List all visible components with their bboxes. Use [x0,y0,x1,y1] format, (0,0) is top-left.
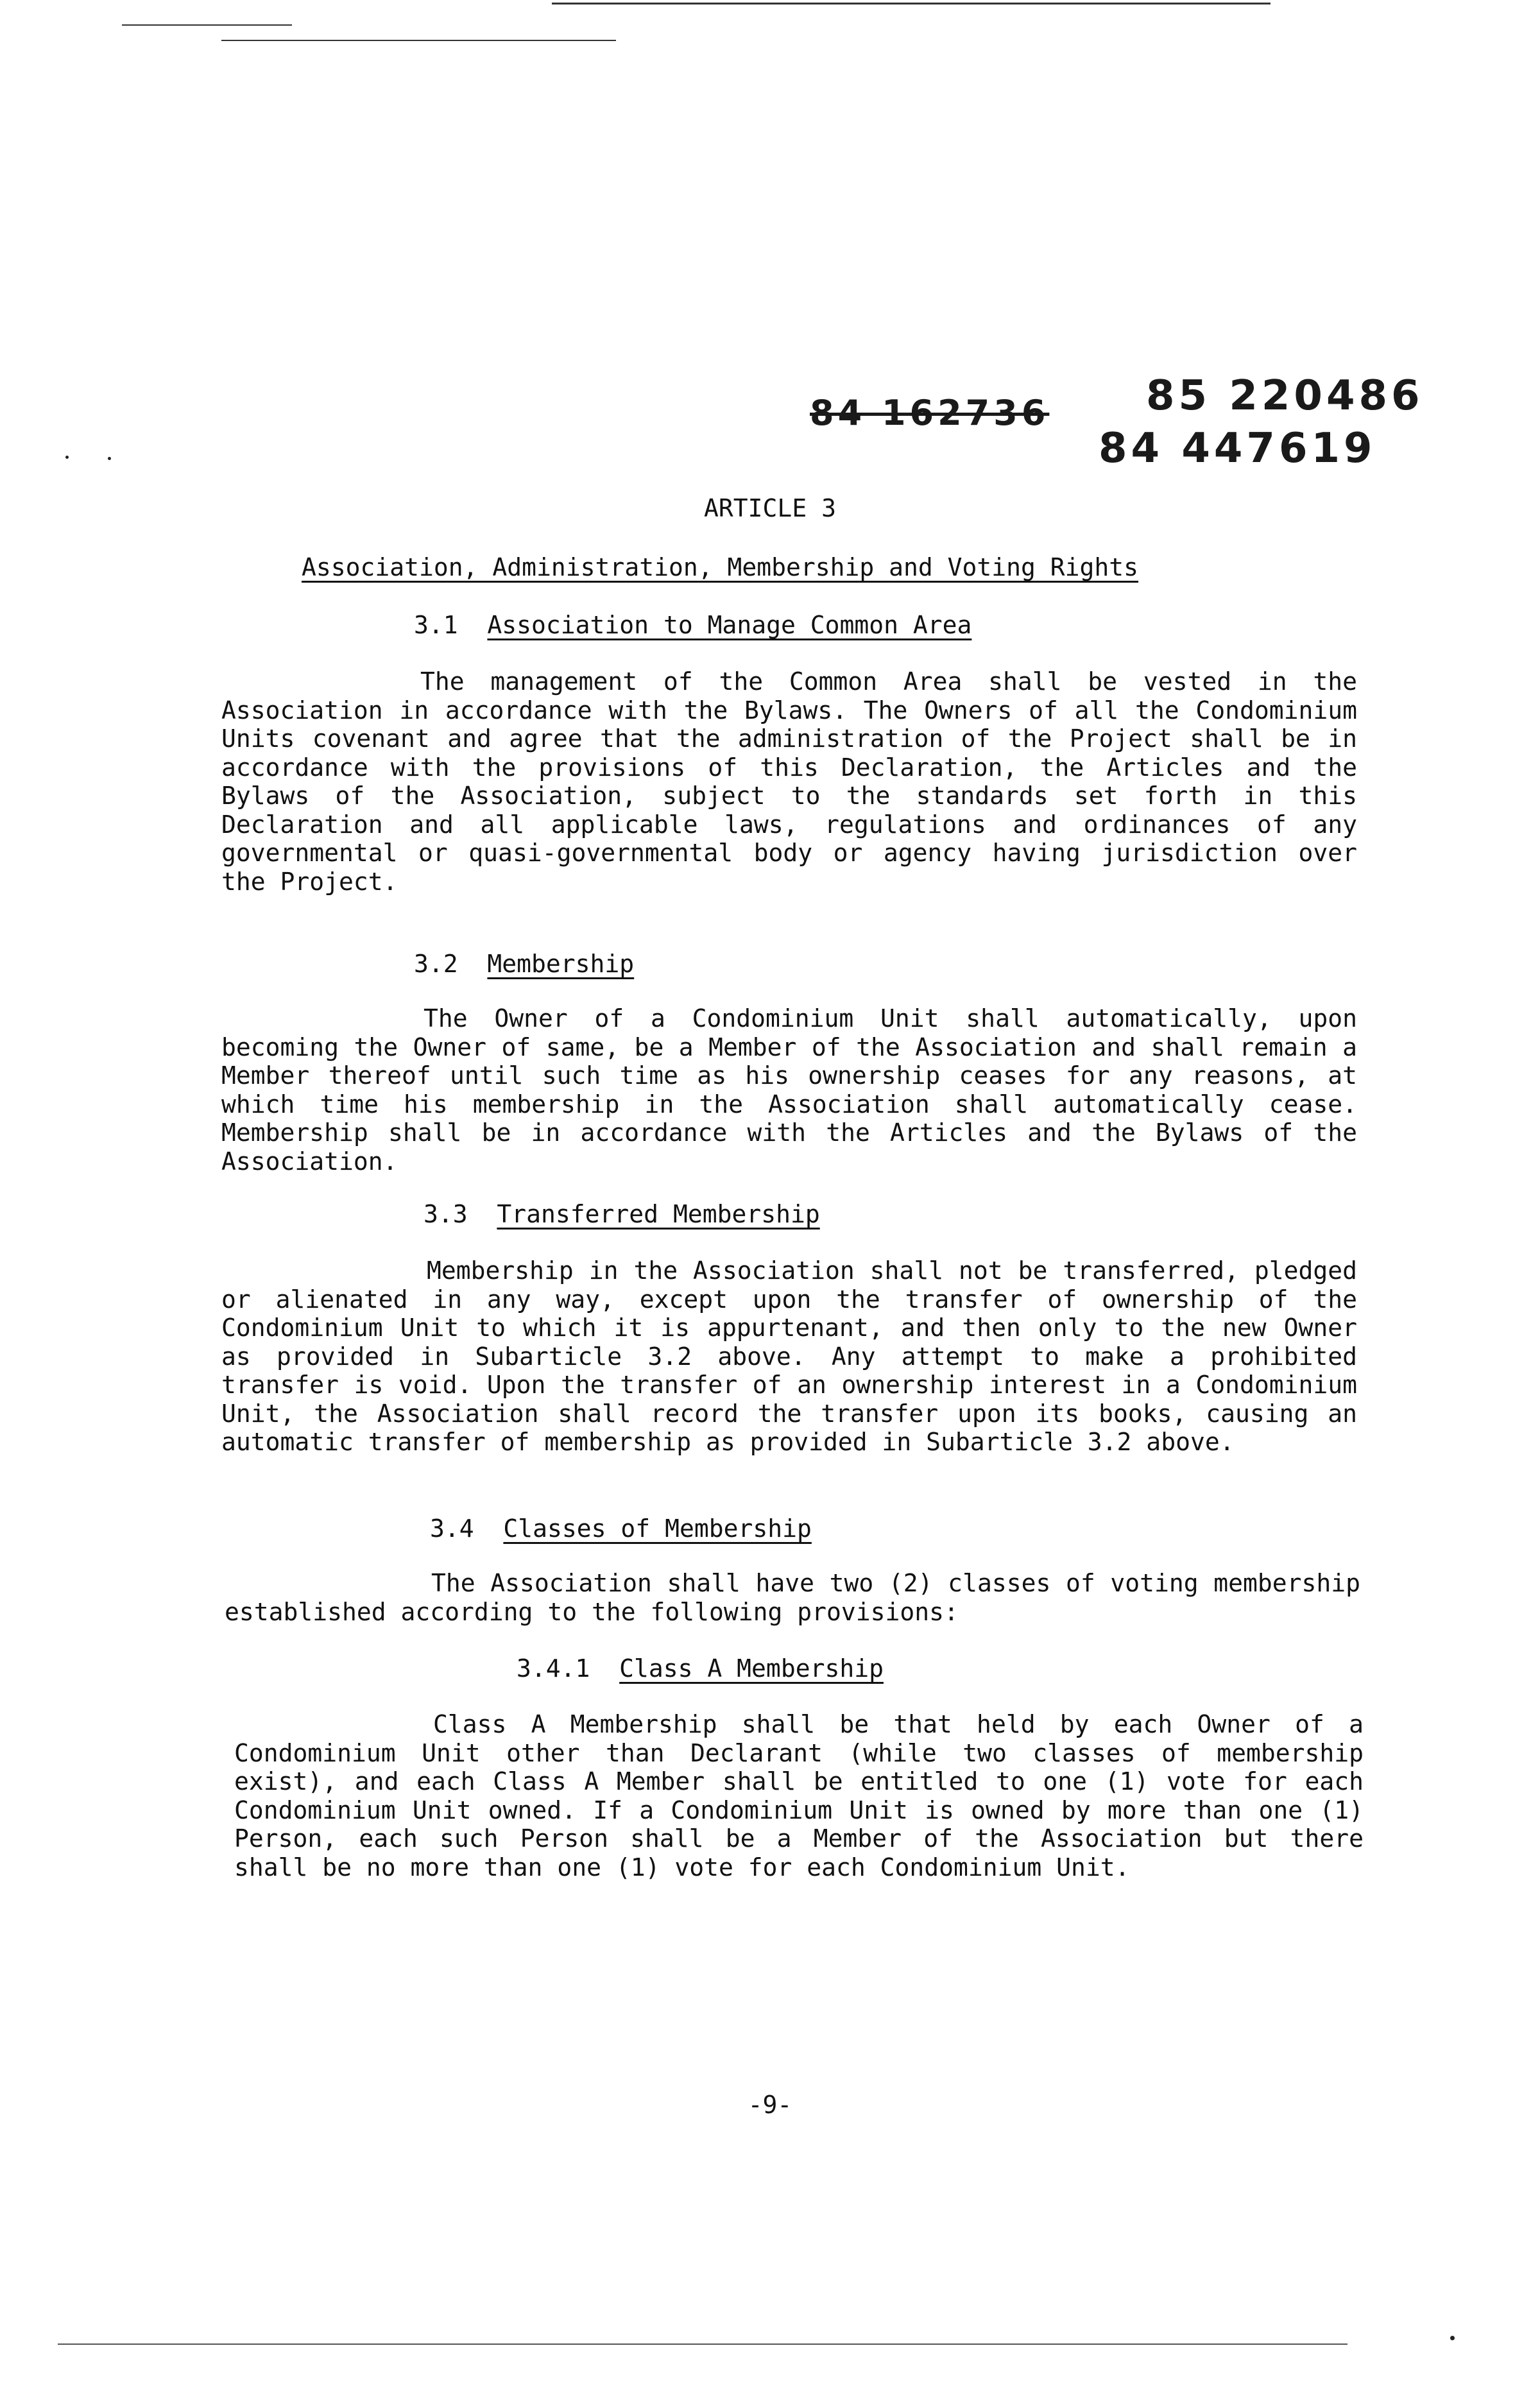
scan-line [221,40,616,41]
struck-recording-number: 84 162736 [810,393,1050,433]
section-number: 3.2 [414,950,458,978]
scan-speck [108,457,111,460]
scan-speck [65,456,69,459]
section-heading-3-2 [414,950,634,978]
section-body-3-1: The management of the Common Area shall be vested in the Association in accordance with the Bylaws. The Owners of all the Condominium Units covenant and agree that the administration of the Project shall be in accordance with the provisions of this Declaration, the Articles and the Bylaws of the Association, subject to the standards set forth in this Declaration and all applicable laws, regulations and ordinances of any governmental or quasi-governmental body or agency having jurisdiction over the Project. [221,667,1357,896]
section-number: 3.1 [414,611,458,639]
article-title-text: Association, Administration, Membership and Voting Rights [302,553,1139,581]
recording-number-1: 85 220486 [1146,372,1424,420]
article-heading: ARTICLE 3 [704,494,836,522]
scan-line [552,3,1270,4]
section-heading-3-4 [430,1514,812,1543]
scan-speck [1450,2336,1455,2340]
section-heading-3-3 [424,1200,820,1228]
section-body-3-3: Membership in the Association shall not be transferred, pledged or alienated in any way, except upon the transfer of ownership of the Condominium Unit to which it is appurtenant, and then only to the new Owner as provided in Subarticle 3.2 above. Any attempt to make a prohibited transfer is void. Upon the transfer of an ownership interest in a Condominium Unit, the Association shall record the transfer upon its books, causing an automatic transfer of membership as provided in Subarticle 3.2 above. [221,1256,1357,1456]
section-body-3-4: The Association shall have two (2) classes of voting membership established according to the following provisions: [225,1569,1360,1626]
section-number: 3.3 [424,1200,468,1228]
section-number: 3.4.1 [517,1654,590,1683]
section-body-3-2: The Owner of a Condominium Unit shall automatically, upon becoming the Owner of same, be a Member of the Association and shall remain a Member thereof until such time as his ownership ceases for any reasons, at which time his membership in the Association shall automatically cease. Membership shall be in accordance with the Articles and the Bylaws of the Association. [221,1004,1357,1176]
section-title: Transferred Membership [497,1200,820,1228]
recording-number-2: 84 447619 [1099,425,1376,472]
article-title [302,553,1138,581]
scan-line [122,24,292,26]
section-title: Classes of Membership [503,1514,812,1543]
scan-line [58,2343,1348,2345]
section-title: Membership [487,950,635,978]
section-heading-3-1 [414,611,971,639]
page-number: -9- [748,2091,792,2119]
section-heading-3-4-1 [517,1654,884,1683]
section-body-3-4-1: Class A Membership shall be that held by each Owner of a Condominium Unit other than Declarant (while two classes of membership exist), and each Class A Member shall be entitled to one (1) vote for each Condominium Unit owned. If a Condominium Unit is owned by more than one (1) Person, each such Person shall be a Member of the Association but there shall be no more than one (1) vote for each Condominium Unit. [234,1710,1364,1881]
section-title: Association to Manage Common Area [487,611,972,639]
section-number: 3.4 [430,1514,474,1543]
section-title: Class A Membership [619,1654,884,1683]
